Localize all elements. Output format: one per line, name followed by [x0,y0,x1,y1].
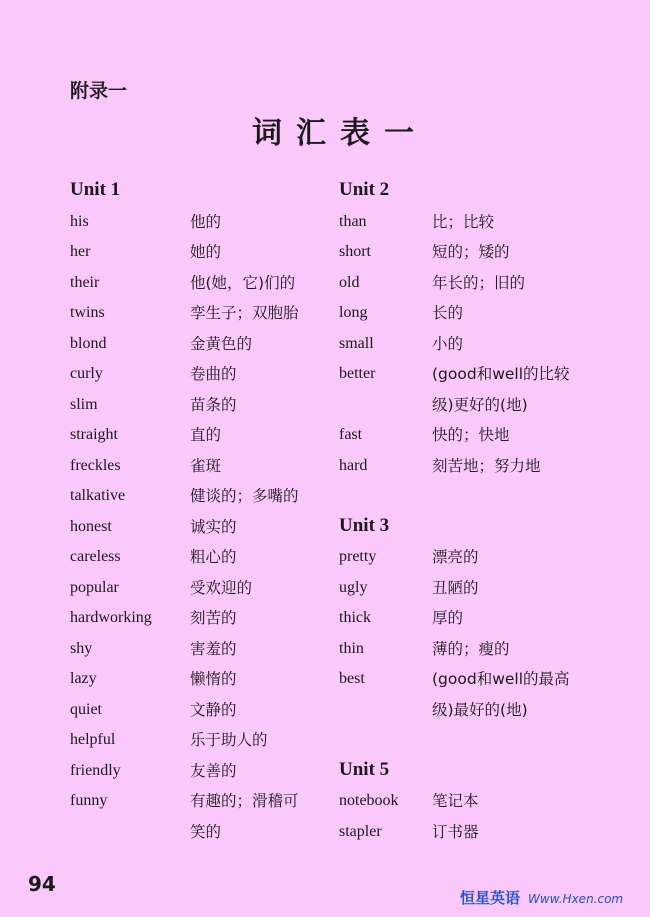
vocab-word: careless [70,548,121,565]
vocab-word: pretty [339,548,377,565]
vocab-meaning-line: 年长的；旧的 [432,273,526,292]
vocab-meaning-line: 比；比较 [432,212,495,231]
vocab-word: honest [70,517,112,535]
vocab-entry [339,237,639,268]
vocab-meaning [432,298,463,329]
vocab-entry [70,573,330,604]
vocab-entry [70,542,330,573]
vocab-entry [339,329,639,360]
unit-heading: Unit 1 [70,179,121,200]
vocab-meaning [190,756,237,787]
vocab-word: better [339,365,376,382]
vocab-meaning-line: 小的 [432,334,464,353]
vocab-entry [339,634,639,665]
vocab-word: helpful [70,731,116,748]
vocab-entry [70,603,330,634]
site-logo-url: Www.Hxen.com [528,892,624,906]
vocab-meaning-line: 薄的；瘦的 [432,639,510,658]
vocab-word: ugly [339,578,368,596]
vocab-entry [70,359,330,390]
vocab-entry [70,481,330,512]
vocab-meaning-line: 文静的 [190,700,237,719]
vocab-meaning-line: 粗心的 [190,548,237,566]
site-logo [460,887,623,908]
vocab-word: freckles [70,456,121,474]
vocab-word: thin [339,639,364,657]
vocab-meaning-line: 笔记本 [432,792,479,810]
vocab-meaning [432,817,479,848]
vocab-entry [70,420,330,451]
vocab-meaning [432,573,479,604]
vocab-meaning [190,664,237,695]
vocab-meaning [190,390,237,421]
vocab-meaning [432,237,510,268]
vocab-entry [70,695,330,726]
vocab-entry [339,573,639,604]
vocab-meaning-line: 丑陋的 [432,578,479,597]
vocab-entry [339,817,639,848]
vocab-word: small [339,334,374,352]
vocab-meaning [432,329,463,360]
vocab-meaning-line: 受欢迎的 [190,578,253,597]
vocab-word: hardworking [70,609,152,626]
vocab-word: his [70,212,89,230]
vocab-entry [70,725,330,756]
vocab-meaning [190,237,221,268]
vocab-meaning [432,603,463,634]
vocab-meaning [190,268,295,299]
vocab-meaning [432,207,494,238]
vocab-meaning-line: 快的；快地 [432,426,510,444]
unit-heading: Unit 5 [339,758,390,780]
vocab-meaning-line: 卷曲的 [190,365,237,383]
vocab-meaning-line: 长的 [432,304,464,322]
vocab-entry [70,664,330,695]
vocab-word: stapler [339,822,382,840]
vocab-meaning-line: 雀斑 [190,456,222,475]
vocab-meaning-line: 健谈的；多嘴的 [190,487,299,505]
vocab-column-left [70,176,330,847]
vocab-word: blond [70,334,107,352]
vocab-meaning-line: 懒惰的 [190,670,237,688]
vocab-meaning [190,207,221,238]
vocab-meaning [190,634,237,665]
vocab-meaning-line: 诚实的 [190,517,237,536]
vocab-entry [339,451,639,482]
vocab-meaning [190,725,268,756]
vocab-meaning [190,420,221,451]
vocab-meaning-line: 直的 [190,426,222,444]
vocab-entry [70,329,330,360]
vocab-entry [339,420,639,451]
vocab-word: curly [70,365,103,382]
vocab-meaning-line: 厚的 [432,609,464,627]
vocab-meaning-line: 害羞的 [190,639,237,658]
vocab-meaning [432,542,479,573]
vocab-meaning [432,786,479,817]
vocab-entry [70,634,330,665]
unit-heading: Unit 2 [339,179,390,200]
vocab-entry [339,298,639,329]
vocab-entry [339,268,639,299]
vocab-word: best [339,670,365,687]
vocab-entry [70,268,330,299]
vocab-entry [70,756,330,787]
page-title: 词汇表一 [252,116,428,151]
vocab-entry [70,390,330,421]
vocab-meaning [432,268,525,299]
vocab-meaning-line: 笑的 [190,822,222,841]
vocab-word: twins [70,304,105,321]
vocab-word: funny [70,792,108,809]
vocab-word: old [339,273,360,291]
vocab-entry [70,298,330,329]
vocab-word: popular [70,578,119,596]
vocab-entry [70,451,330,482]
site-logo-name: 恒星英语 [460,889,521,907]
vocab-meaning-line: 他(她，它)们的 [190,273,296,292]
vocab-meaning-line: 苗条的 [190,395,237,414]
vocab-meaning [190,359,237,390]
vocab-meaning-line: 刻苦地；努力地 [432,456,541,475]
vocab-meaning [190,695,237,726]
vocab-meaning [190,298,299,329]
vocab-meaning-line: 级)最好的(地) [432,700,528,719]
vocab-entry [70,512,330,543]
vocab-meaning-line: 孪生子；双胞胎 [190,304,299,322]
vocab-meaning [190,786,299,847]
unit-heading: Unit 3 [339,514,390,536]
vocab-meaning [432,359,570,420]
vocab-meaning-line: 金黄色的 [190,334,253,353]
vocab-word: notebook [339,792,399,809]
vocab-meaning [432,420,510,451]
vocab-entry [339,359,639,420]
vocab-word: short [339,243,371,260]
vocab-entry [339,603,639,634]
vocab-word: slim [70,395,98,413]
vocab-entry [339,664,639,725]
vocab-word: fast [339,426,363,443]
vocab-word: thick [339,609,371,626]
vocab-meaning-line: (good和well的比较 [432,365,570,383]
vocab-meaning [190,481,299,512]
vocab-entry [70,237,330,268]
vocab-meaning-line: 她的 [190,243,222,261]
vocab-entry [339,786,639,817]
vocab-word: quiet [70,700,102,718]
vocab-word: hard [339,456,368,474]
vocab-meaning [190,542,237,573]
vocab-word: lazy [70,670,97,687]
vocab-meaning-line: 订书器 [432,822,479,841]
vocab-word: talkative [70,487,126,504]
vocab-meaning [190,329,252,360]
vocab-meaning [432,451,541,482]
appendix-heading: 附录一 [70,80,128,102]
vocab-entry [339,207,639,238]
vocab-meaning [190,512,237,543]
vocab-meaning-line: 友善的 [190,761,237,780]
vocab-meaning [432,664,570,725]
vocab-meaning [432,634,510,665]
vocab-meaning-line: (good和well的最高 [432,670,570,688]
vocab-word: friendly [70,761,121,779]
vocab-meaning [190,573,252,604]
vocab-meaning-line: 短的；矮的 [432,243,510,261]
vocab-entry [70,786,330,847]
vocab-column-right [339,176,639,847]
vocab-word: straight [70,426,118,443]
vocab-meaning-line: 级)更好的(地) [432,395,528,414]
vocab-meaning [190,603,237,634]
vocab-meaning-line: 乐于助人的 [190,731,268,749]
vocab-meaning-line: 刻苦的 [190,609,237,627]
vocab-entry [339,542,639,573]
vocab-word: than [339,212,367,230]
vocab-word: her [70,243,91,260]
vocab-word: long [339,304,368,321]
vocab-meaning [190,451,221,482]
vocab-meaning-line: 他的 [190,212,222,231]
vocab-word: their [70,273,100,291]
page-number: 94 [28,872,56,896]
vocab-entry [70,207,330,238]
vocab-word: shy [70,639,93,657]
vocab-meaning-line: 有趣的；滑稽可 [190,792,299,810]
vocab-meaning-line: 漂亮的 [432,548,479,566]
